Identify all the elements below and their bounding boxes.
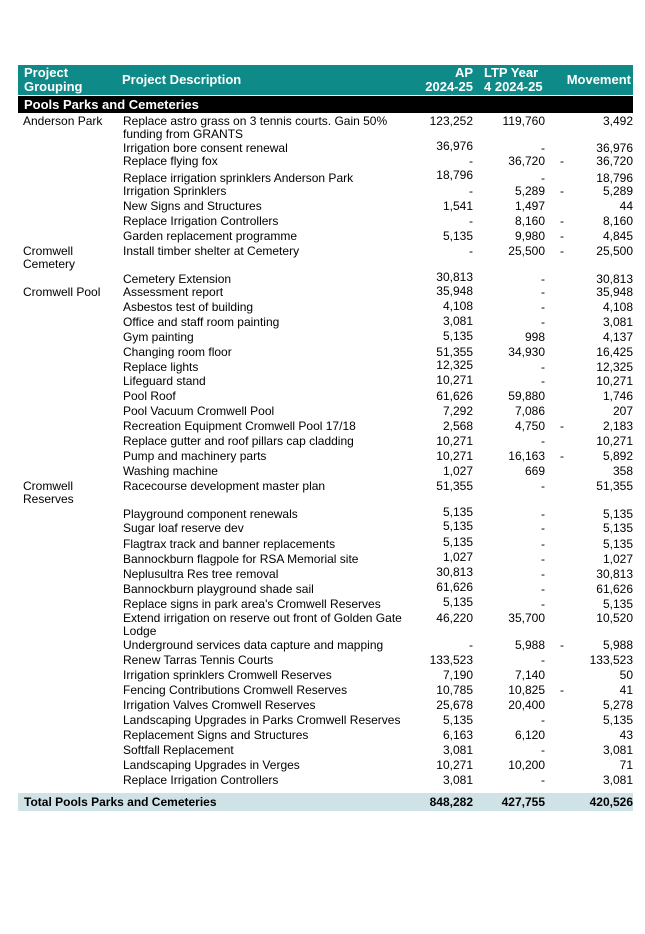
table-row xyxy=(18,774,633,789)
project-description-cell: Changing room floor xyxy=(123,345,232,359)
ap-value-cell: 10,271 xyxy=(436,758,473,772)
movement-value-cell: 207 xyxy=(612,404,633,418)
table-row xyxy=(18,639,633,654)
movement-value-cell: 5,892 xyxy=(602,449,633,463)
ltp-value-cell: - xyxy=(541,300,545,314)
movement-value-cell: 51,355 xyxy=(596,479,633,493)
ltp-value-cell: - xyxy=(541,773,545,787)
project-description-cell: Replace signs in park area's Cromwell Reserves xyxy=(123,597,381,611)
movement-value-cell: 5,135 xyxy=(602,597,633,611)
table-row xyxy=(18,200,633,215)
project-description-cell: Neplusultra Res tree removal xyxy=(123,567,279,581)
project-description-cell: Irrigation bore consent renewal xyxy=(123,141,288,155)
project-grouping-cell: Cromwell Pool xyxy=(23,285,101,299)
table-row xyxy=(18,185,633,200)
movement-value-cell: 61,626 xyxy=(596,582,633,596)
project-description-cell: Recreation Equipment Cromwell Pool 17/18 xyxy=(123,419,356,433)
ltp-value-cell: 8,160 xyxy=(514,214,545,228)
ap-value-cell: - xyxy=(469,184,473,198)
project-description-cell: Washing machine xyxy=(123,464,218,478)
movement-value-cell: 4,845 xyxy=(602,229,633,243)
movement-value-cell: 36,720 xyxy=(596,154,633,168)
ap-value-cell: 35,948 xyxy=(436,284,473,298)
movement-value-cell: 44 xyxy=(619,199,633,213)
ap-value-cell: 5,135 xyxy=(442,519,473,533)
header-project-description: Project Description xyxy=(122,72,242,87)
ap-value-cell: 1,027 xyxy=(442,464,473,478)
project-description-cell: Renew Tarras Tennis Courts xyxy=(123,653,274,667)
ap-value-cell: 18,796 xyxy=(436,168,473,182)
ap-value-cell: - xyxy=(469,214,473,228)
table-row xyxy=(18,699,633,714)
capital-projects-table xyxy=(18,65,633,789)
table-header xyxy=(18,65,633,95)
ltp-value-cell: - xyxy=(541,713,545,727)
movement-value-cell: 50 xyxy=(619,668,633,682)
project-description-cell: Garden replacement programme xyxy=(123,229,298,243)
ltp-value-cell: - xyxy=(541,567,545,581)
project-description-cell: Lifeguard stand xyxy=(123,374,206,388)
ltp-value-cell: - xyxy=(541,552,545,566)
table-row xyxy=(18,654,633,669)
movement-value-cell: 5,988 xyxy=(602,638,633,652)
ltp-value-cell: - xyxy=(541,141,545,155)
project-description-cell: Flagtrax track and banner replacements xyxy=(123,537,336,551)
movement-value-cell: 10,520 xyxy=(596,611,633,625)
table-row xyxy=(18,405,633,420)
table-row xyxy=(18,684,633,699)
negative-sign-cell: - xyxy=(560,449,564,463)
project-description-cell: Gym painting xyxy=(123,330,194,344)
ltp-value-cell: - xyxy=(541,743,545,757)
ap-value-cell: 12,325 xyxy=(436,358,473,372)
ltp-value-cell: 4,750 xyxy=(514,419,545,433)
ltp-value-cell: - xyxy=(541,315,545,329)
ltp-value-cell: 6,120 xyxy=(514,728,545,742)
movement-value-cell: 5,135 xyxy=(602,713,633,727)
total-ap: 848,282 xyxy=(429,795,473,809)
project-description-cell: New Signs and Structures xyxy=(123,199,262,213)
ap-value-cell: 7,292 xyxy=(442,404,473,418)
movement-value-cell: 16,425 xyxy=(596,345,633,359)
ltp-value-cell: 998 xyxy=(524,330,545,344)
ap-value-cell: 2,568 xyxy=(442,419,473,433)
total-row xyxy=(18,793,633,811)
ltp-value-cell: 5,988 xyxy=(514,638,545,652)
table-row xyxy=(18,744,633,759)
table-row xyxy=(18,346,633,361)
project-description-cell: Pool Roof xyxy=(123,389,176,403)
ap-value-cell: 10,271 xyxy=(436,373,473,387)
ltp-value-cell: - xyxy=(541,521,545,535)
ap-value-cell: 30,813 xyxy=(436,270,473,284)
header-ap-2024-25: AP 2024-25 xyxy=(425,65,473,94)
ap-value-cell: 133,523 xyxy=(429,653,473,667)
movement-value-cell: 3,492 xyxy=(602,114,633,128)
ltp-value-cell: - xyxy=(541,537,545,551)
movement-value-cell: 5,135 xyxy=(602,521,633,535)
table-row xyxy=(18,519,633,538)
ap-value-cell: 7,190 xyxy=(442,668,473,682)
ltp-value-cell: - xyxy=(541,360,545,374)
ap-value-cell: 5,135 xyxy=(442,535,473,549)
ap-value-cell: 25,678 xyxy=(436,698,473,712)
table-row xyxy=(18,612,633,639)
ap-value-cell: 30,813 xyxy=(436,565,473,579)
project-description-cell: Irrigation Sprinklers xyxy=(123,184,227,198)
movement-value-cell: 35,948 xyxy=(596,285,633,299)
project-description-cell: Landscaping Upgrades in Verges xyxy=(123,758,300,772)
project-grouping-cell: Anderson Park xyxy=(23,114,103,128)
ltp-value-cell: 669 xyxy=(524,464,545,478)
table-row xyxy=(18,595,633,612)
movement-value-cell: 5,135 xyxy=(602,537,633,551)
ltp-value-cell: 7,086 xyxy=(514,404,545,418)
ap-value-cell: 61,626 xyxy=(436,389,473,403)
ltp-value-cell: - xyxy=(541,285,545,299)
movement-value-cell: 4,137 xyxy=(602,330,633,344)
ltp-value-cell: 35,700 xyxy=(508,611,545,625)
table-row xyxy=(18,580,633,598)
table-row xyxy=(18,465,633,480)
project-description-cell: Irrigation sprinklers Cromwell Reserves xyxy=(123,668,332,682)
movement-value-cell: 8,160 xyxy=(602,214,633,228)
header-project-grouping: Project Grouping xyxy=(24,65,83,94)
table-row xyxy=(18,301,633,316)
ap-value-cell: 5,135 xyxy=(442,229,473,243)
ap-value-cell: 46,220 xyxy=(436,611,473,625)
ltp-value-cell: 10,825 xyxy=(508,683,545,697)
ap-value-cell: 51,355 xyxy=(436,345,473,359)
negative-sign-cell: - xyxy=(560,184,564,198)
project-description-cell: Replace lights xyxy=(123,360,199,374)
ap-value-cell: 1,027 xyxy=(442,550,473,564)
negative-sign-cell: - xyxy=(560,214,564,228)
project-description-cell: Irrigation Valves Cromwell Reserves xyxy=(123,698,316,712)
project-description-cell: Assessment report xyxy=(123,285,224,299)
ltp-value-cell: 7,140 xyxy=(514,668,545,682)
table-row xyxy=(18,669,633,684)
ltp-value-cell: - xyxy=(541,582,545,596)
movement-value-cell: 25,500 xyxy=(596,244,633,258)
ltp-value-cell: 16,163 xyxy=(508,449,545,463)
ap-value-cell: 123,252 xyxy=(429,114,473,128)
ap-value-cell: 3,081 xyxy=(442,773,473,787)
project-description-cell: Softfall Replacement xyxy=(123,743,234,757)
project-description-cell: Pool Vacuum Cromwell Pool xyxy=(123,404,275,418)
table-body xyxy=(18,115,633,789)
table-row xyxy=(18,155,633,172)
project-description-cell: Fencing Contributions Cromwell Reserves xyxy=(123,683,348,697)
ap-value-cell: 61,626 xyxy=(436,580,473,594)
negative-sign-cell: - xyxy=(560,638,564,652)
negative-sign-cell: - xyxy=(560,229,564,243)
ap-value-cell: 10,785 xyxy=(436,683,473,697)
project-grouping-cell: Cromwell Cemetery xyxy=(23,244,76,271)
movement-value-cell: 5,278 xyxy=(602,698,633,712)
ap-value-cell: 5,135 xyxy=(442,713,473,727)
table-row xyxy=(18,390,633,405)
project-description-cell: Replace flying fox xyxy=(123,154,218,168)
table-row xyxy=(18,230,633,245)
project-description-cell: Bannockburn playground shade sail xyxy=(123,582,314,596)
project-description-cell: Extend irrigation on reserve out front of Golden Gate Lodge xyxy=(123,611,402,638)
project-description-cell: Playground component renewals xyxy=(123,507,298,521)
negative-sign-cell: - xyxy=(560,244,564,258)
movement-value-cell: 3,081 xyxy=(602,315,633,329)
ap-value-cell: 10,271 xyxy=(436,449,473,463)
total-ltp: 427,755 xyxy=(501,795,545,809)
section-title: Pools Parks and Cemeteries xyxy=(18,96,633,113)
table-row xyxy=(18,286,633,301)
table-row xyxy=(18,435,633,450)
table-row xyxy=(18,550,633,568)
ap-value-cell: - xyxy=(469,154,473,168)
table-row xyxy=(18,480,633,508)
project-description-cell: Replacement Signs and Structures xyxy=(123,728,309,742)
ltp-value-cell: 1,497 xyxy=(514,199,545,213)
movement-value-cell: 36,976 xyxy=(596,141,633,155)
ap-value-cell: 51,355 xyxy=(436,479,473,493)
movement-value-cell: 2,183 xyxy=(602,419,633,433)
movement-value-cell: 41 xyxy=(619,683,633,697)
ap-value-cell: 1,541 xyxy=(442,199,473,213)
ltp-value-cell: 36,720 xyxy=(508,154,545,168)
table-row xyxy=(18,316,633,331)
ltp-value-cell: 9,980 xyxy=(514,229,545,243)
project-description-cell: Asbestos test of building xyxy=(123,300,254,314)
table-row xyxy=(18,331,633,346)
project-description-cell: Replace gutter and roof pillars cap cladding xyxy=(123,434,354,448)
ltp-value-cell: - xyxy=(541,374,545,388)
movement-value-cell: 5,289 xyxy=(602,184,633,198)
table-row xyxy=(18,759,633,774)
project-description-cell: Underground services data capture and mapping xyxy=(123,638,384,652)
movement-value-cell: 4,108 xyxy=(602,300,633,314)
movement-value-cell: 133,523 xyxy=(589,653,633,667)
ltp-value-cell: 34,930 xyxy=(508,345,545,359)
table-row xyxy=(18,450,633,465)
project-description-cell: Install timber shelter at Cemetery xyxy=(123,244,300,258)
project-description-cell: Bannockburn flagpole for RSA Memorial site xyxy=(123,552,359,566)
project-description-cell: Racecourse development master plan xyxy=(123,479,326,493)
ltp-value-cell: - xyxy=(541,597,545,611)
table-row xyxy=(18,535,633,553)
project-grouping-cell: Cromwell Reserves xyxy=(23,479,74,506)
movement-value-cell: 71 xyxy=(619,758,633,772)
header-ltp-year-4: LTP Year 4 2024-25 xyxy=(484,65,543,94)
movement-value-cell: 30,813 xyxy=(596,567,633,581)
total-movement: 420,526 xyxy=(589,795,633,809)
movement-value-cell: 3,081 xyxy=(602,743,633,757)
project-description-cell: Replace irrigation sprinklers Anderson Park xyxy=(123,171,354,185)
ap-value-cell: 3,081 xyxy=(442,743,473,757)
ltp-value-cell: - xyxy=(541,653,545,667)
ltp-value-cell: 119,760 xyxy=(502,114,545,128)
ap-value-cell: 5,135 xyxy=(442,329,473,343)
project-description-cell: Sugar loaf reserve dev xyxy=(123,521,244,535)
table-row xyxy=(18,215,633,230)
ltp-value-cell: - xyxy=(541,479,545,493)
ap-value-cell: 4,108 xyxy=(442,299,473,313)
project-description-cell: Pump and machinery parts xyxy=(123,449,267,463)
ap-value-cell: 6,163 xyxy=(442,728,473,742)
header-movement: Movement xyxy=(566,72,631,87)
ap-value-cell: 5,135 xyxy=(442,505,473,519)
project-description-cell: Replace Irrigation Controllers xyxy=(123,773,279,787)
movement-value-cell: 10,271 xyxy=(596,434,633,448)
negative-sign-cell: - xyxy=(560,154,564,168)
ltp-value-cell: - xyxy=(541,171,545,185)
table-row xyxy=(18,115,633,142)
ltp-value-cell: 5,289 xyxy=(514,184,545,198)
movement-value-cell: 5,135 xyxy=(602,507,633,521)
total-label: Total Pools Parks and Cemeteries xyxy=(24,795,217,809)
ltp-value-cell: 59,880 xyxy=(508,389,545,403)
ltp-value-cell: - xyxy=(541,272,545,286)
ltp-value-cell: 20,400 xyxy=(508,698,545,712)
table-row xyxy=(18,420,633,435)
table-row xyxy=(18,505,633,522)
table-row xyxy=(18,565,633,583)
ap-value-cell: 5,135 xyxy=(442,595,473,609)
negative-sign-cell: - xyxy=(560,419,564,433)
table-row xyxy=(18,729,633,744)
project-description-cell: Replace astro grass on 3 tennis courts. Gain 50% funding from GRANTS xyxy=(123,114,388,141)
negative-sign-cell: - xyxy=(560,683,564,697)
ap-value-cell: 3,081 xyxy=(442,314,473,328)
movement-value-cell: 18,796 xyxy=(596,171,633,185)
ap-value-cell: - xyxy=(469,244,473,258)
table-row xyxy=(18,245,633,273)
table-row xyxy=(18,375,633,390)
movement-value-cell: 12,325 xyxy=(596,360,633,374)
movement-value-cell: 1,746 xyxy=(602,389,633,403)
table-row xyxy=(18,714,633,729)
movement-value-cell: 43 xyxy=(619,728,633,742)
ltp-value-cell: 25,500 xyxy=(508,244,545,258)
ltp-value-cell: - xyxy=(541,507,545,521)
ltp-value-cell: 10,200 xyxy=(508,758,545,772)
movement-value-cell: 358 xyxy=(612,464,633,478)
project-description-cell: Office and staff room painting xyxy=(123,315,280,329)
table-row xyxy=(18,358,633,375)
ap-value-cell: - xyxy=(469,638,473,652)
project-description-cell: Replace Irrigation Controllers xyxy=(123,214,279,228)
ap-value-cell: 36,976 xyxy=(436,139,473,153)
ap-value-cell: 10,271 xyxy=(436,434,473,448)
movement-value-cell: 1,027 xyxy=(602,552,633,566)
project-description-cell: Landscaping Upgrades in Parks Cromwell Reserves xyxy=(123,713,401,727)
movement-value-cell: 30,813 xyxy=(596,272,633,286)
ltp-value-cell: - xyxy=(541,434,545,448)
project-description-cell: Cemetery Extension xyxy=(123,272,232,286)
movement-value-cell: 10,271 xyxy=(596,374,633,388)
movement-value-cell: 3,081 xyxy=(602,773,633,787)
